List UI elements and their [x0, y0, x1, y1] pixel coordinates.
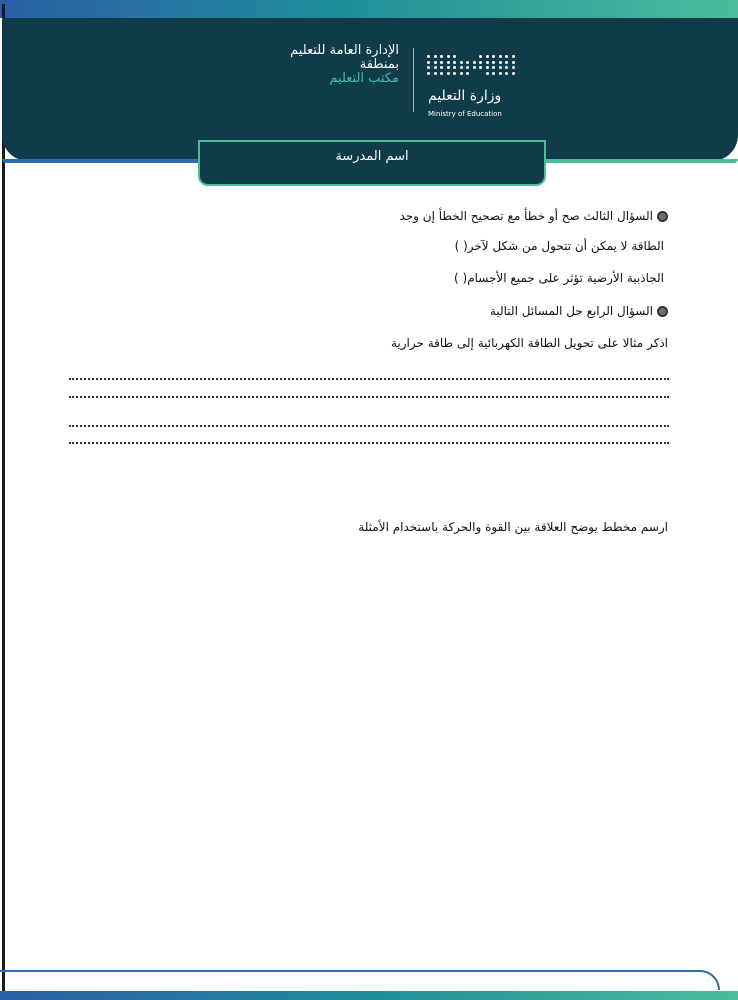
admin-block — [290, 44, 399, 86]
footer-arc — [0, 970, 720, 990]
q3-item-1 — [447, 239, 664, 253]
answer-line — [69, 442, 669, 444]
header-divider — [413, 48, 414, 112]
answer-line — [69, 396, 669, 398]
answer-paren: ( ) — [454, 271, 468, 285]
admin-line2: بمنطقة — [359, 57, 399, 72]
ministry-name-en: Ministry of Education — [428, 110, 502, 118]
school-name-field — [198, 140, 546, 186]
ministry-name-ar: وزارة التعليم — [428, 88, 502, 104]
q4-prompt-2: ارسم مخطط يوضح العلاقة بين القوة والحركة باستخدام الأمثلة — [358, 520, 668, 534]
q3-title-row — [399, 209, 668, 223]
answer-line — [69, 425, 669, 427]
answer-line — [69, 378, 669, 380]
q4-prompt-1: اذكر مثالا على تحويل الطاقة الكهربائية إلى طاقة حرارية — [390, 336, 668, 350]
footer-decoration — [0, 960, 738, 1000]
q3-item-1-text: الطاقة لا يمكن أن تتحول من شكل لآخر — [467, 239, 664, 253]
q3-item-2-text: الجاذبية الأرضية تؤثر على جميع الأجسام — [467, 271, 664, 285]
school-name-label: اسم المدرسة — [335, 149, 409, 164]
footer-stripe — [0, 991, 738, 1000]
office-label: مكتب التعليم — [329, 71, 399, 86]
answer-paren: ( ) — [454, 239, 468, 253]
q3-title: السؤال الثالث صح أو خطأ مع تصحيح الخطأ إن وجد — [399, 209, 653, 223]
q3-item-2 — [446, 271, 664, 285]
bullet-icon — [657, 306, 668, 317]
ministry-logo-icon — [427, 55, 519, 77]
q4-title: السؤال الرابع حل المسائل التالية — [489, 304, 653, 318]
q4-title-row — [490, 304, 668, 318]
bullet-icon — [657, 211, 668, 222]
admin-line1: الإدارة العامة للتعليم — [290, 43, 399, 58]
